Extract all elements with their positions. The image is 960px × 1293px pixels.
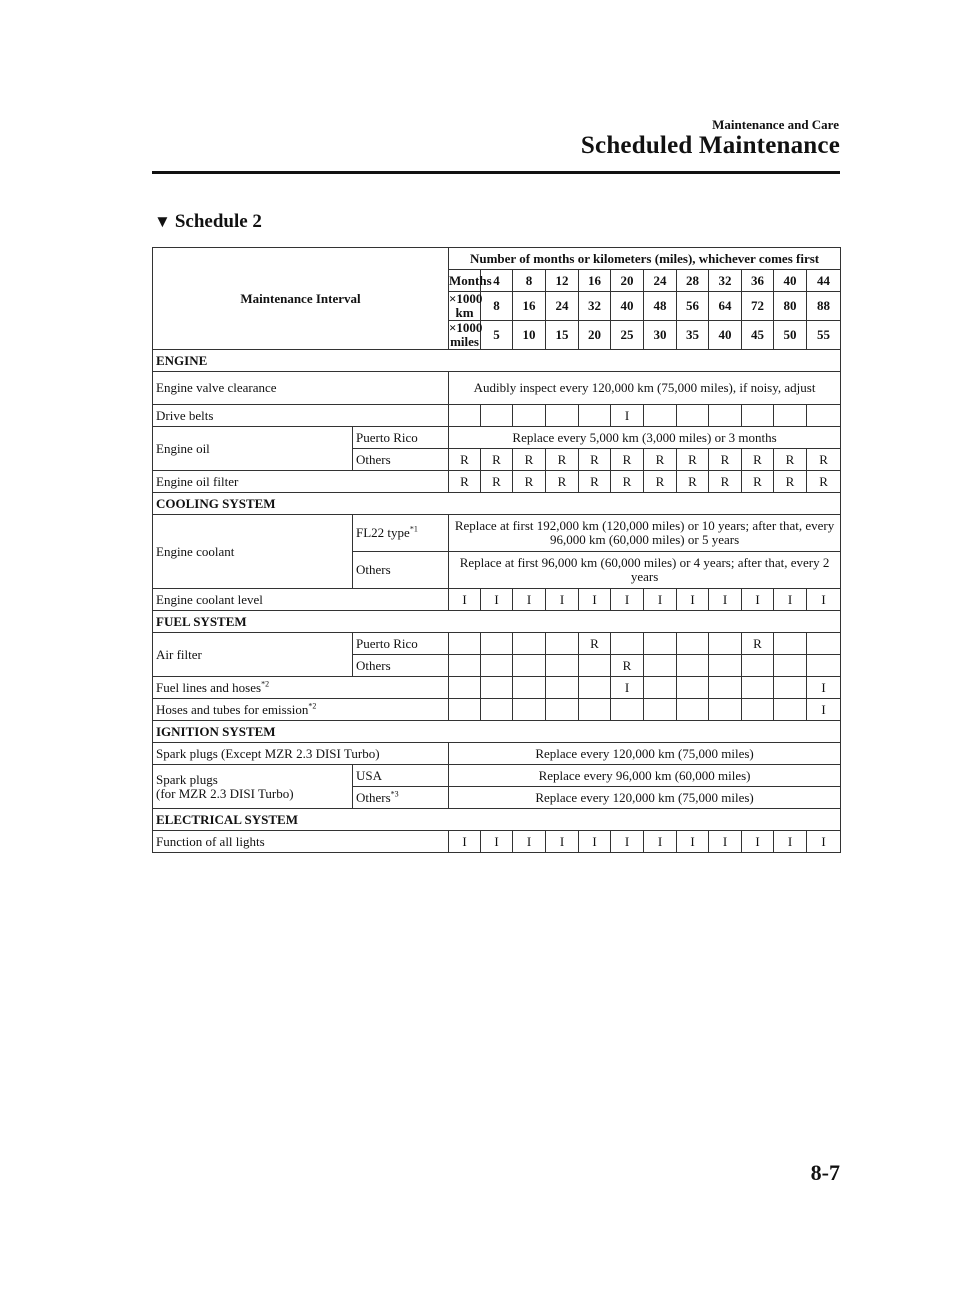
schedule-cell	[513, 699, 546, 721]
months-cell: 12	[546, 270, 579, 292]
row-label-coolant: Engine coolant	[153, 515, 353, 589]
header-section: Maintenance and Care	[712, 117, 839, 132]
section-cooling: COOLING SYSTEM	[153, 493, 841, 515]
schedule-cell: R	[807, 449, 841, 471]
schedule-cell	[677, 633, 709, 655]
km-cell: 88	[807, 292, 841, 321]
months-cell: 28	[677, 270, 709, 292]
schedule-cell	[481, 655, 513, 677]
schedule-cell	[579, 677, 611, 699]
schedule-cell	[709, 677, 742, 699]
table-row	[153, 765, 841, 787]
schedule-cell: I	[449, 831, 481, 853]
schedule-heading	[154, 211, 262, 233]
maintenance-table	[152, 247, 841, 853]
schedule-cell	[774, 405, 807, 427]
schedule-cell	[449, 699, 481, 721]
schedule-cell: I	[611, 677, 644, 699]
miles-cell: 35	[677, 321, 709, 350]
schedule-cell	[546, 405, 579, 427]
table-row	[153, 589, 841, 611]
section-ignition: IGNITION SYSTEM	[153, 721, 841, 743]
schedule-cell	[709, 405, 742, 427]
schedule-cell: R	[449, 471, 481, 493]
km-cell: 72	[742, 292, 774, 321]
months-label: Months	[449, 270, 481, 292]
usa-text: Replace every 96,000 km (60,000 miles)	[449, 765, 841, 787]
table-row	[153, 248, 841, 270]
schedule-cell	[677, 677, 709, 699]
schedule-cell: I	[677, 589, 709, 611]
schedule-cell	[709, 633, 742, 655]
schedule-cell: R	[742, 449, 774, 471]
schedule-cell	[513, 633, 546, 655]
table-row	[153, 699, 841, 721]
schedule-cell: I	[611, 589, 644, 611]
schedule-cell: I	[807, 677, 841, 699]
miles-label: ×1000 miles	[449, 320, 483, 349]
schedule-cell: R	[579, 633, 611, 655]
schedule-cell: R	[611, 449, 644, 471]
schedule-cell	[677, 699, 709, 721]
coolant-others-label: Others	[353, 552, 449, 589]
months-cell: 44	[807, 270, 841, 292]
schedule-cell: I	[481, 831, 513, 853]
miles-cell: 55	[807, 321, 841, 350]
oil-pr-text: Replace every 5,000 km (3,000 miles) or 3 months	[449, 427, 841, 449]
triangle-down-icon: ▼	[154, 212, 171, 231]
schedule-cell: R	[579, 449, 611, 471]
schedule-cell	[481, 699, 513, 721]
miles-cell: 45	[742, 321, 774, 350]
schedule-cell	[546, 677, 579, 699]
schedule-cell	[481, 405, 513, 427]
schedule-cell: I	[611, 831, 644, 853]
schedule-cell: I	[513, 831, 546, 853]
table-row	[153, 831, 841, 853]
valve-text: Audibly inspect every 120,000 km (75,000 miles), if noisy, adjust	[449, 372, 841, 405]
fl22-label: FL22 type$^{*1}$	[353, 515, 449, 552]
table-row	[153, 515, 841, 552]
footnote-ref: *1	[409, 524, 418, 534]
air-pr-label: Puerto Rico	[353, 633, 449, 655]
section-row	[153, 809, 841, 831]
km-cell: 24	[546, 292, 579, 321]
schedule-cell: I	[774, 831, 807, 853]
schedule-cell: R	[709, 471, 742, 493]
schedule-cell	[742, 655, 774, 677]
row-label-spark-except: Spark plugs (Except MZR 2.3 DISI Turbo)	[153, 743, 449, 765]
schedule-cell: I	[709, 831, 742, 853]
months-cell: 16	[579, 270, 611, 292]
table-row	[153, 471, 841, 493]
table-row	[153, 633, 841, 655]
schedule-cell	[449, 655, 481, 677]
schedule-cell	[449, 633, 481, 655]
table-row	[153, 677, 841, 699]
miles-cell: 25	[611, 321, 644, 350]
footnote-ref: *2	[261, 679, 270, 689]
km-cell: 8	[481, 292, 513, 321]
km-cell: 40	[611, 292, 644, 321]
miles-cell: 30	[644, 321, 677, 350]
footnote-ref: *2	[308, 701, 317, 711]
schedule-cell: R	[481, 471, 513, 493]
km-label: ×1000 km	[449, 291, 483, 320]
months-cell: 32	[709, 270, 742, 292]
footnote-ref: *3	[390, 789, 399, 799]
schedule-cell: I	[449, 589, 481, 611]
schedule-cell: I	[807, 699, 841, 721]
schedule-cell: I	[644, 589, 677, 611]
schedule-cell	[513, 405, 546, 427]
table-row	[153, 427, 841, 449]
schedule-cell	[644, 677, 677, 699]
schedule-cell	[774, 655, 807, 677]
schedule-cell: R	[513, 471, 546, 493]
schedule-cell	[513, 655, 546, 677]
air-others-label: Others	[353, 655, 449, 677]
table-row	[153, 743, 841, 765]
schedule-cell	[807, 405, 841, 427]
schedule-cell	[546, 699, 579, 721]
schedule-cell: R	[579, 471, 611, 493]
page-title: Scheduled Maintenance	[580, 132, 840, 159]
schedule-cell: R	[644, 449, 677, 471]
schedule-cell: R	[546, 471, 579, 493]
oil-pr-label: Puerto Rico	[353, 427, 449, 449]
schedule-cell	[481, 633, 513, 655]
schedule-cell: R	[742, 633, 774, 655]
row-label-filter: Engine oil filter	[153, 471, 449, 493]
schedule-cell: I	[774, 589, 807, 611]
table-row	[153, 405, 841, 427]
schedule-cell: R	[774, 449, 807, 471]
months-cell: 4	[481, 270, 513, 292]
schedule-cell: I	[546, 831, 579, 853]
schedule-cell: I	[807, 589, 841, 611]
schedule-cell	[546, 655, 579, 677]
schedule-cell: I	[742, 589, 774, 611]
schedule-cell	[807, 633, 841, 655]
schedule-cell	[774, 699, 807, 721]
header-divider	[152, 171, 840, 174]
schedule-cell	[774, 677, 807, 699]
km-cell: 32	[579, 292, 611, 321]
schedule-cell	[644, 699, 677, 721]
schedule-title: Schedule 2	[174, 211, 262, 232]
schedule-cell: R	[644, 471, 677, 493]
schedule-cell: I	[807, 831, 841, 853]
schedule-cell: R	[546, 449, 579, 471]
schedule-cell	[579, 699, 611, 721]
schedule-cell: R	[513, 449, 546, 471]
schedule-cell	[709, 655, 742, 677]
months-cell: 8	[513, 270, 546, 292]
schedule-cell: R	[611, 471, 644, 493]
schedule-cell	[611, 699, 644, 721]
section-engine: ENGINE	[153, 350, 841, 372]
row-label-lights: Function of all lights	[153, 831, 449, 853]
section-row	[153, 493, 841, 515]
schedule-cell: I	[513, 589, 546, 611]
schedule-cell: I	[709, 589, 742, 611]
page-number: 8-7	[810, 1160, 840, 1185]
km-cell: 64	[709, 292, 742, 321]
section-fuel: FUEL SYSTEM	[153, 611, 841, 633]
spark-others-label: Others$^{*3}$	[353, 787, 449, 809]
schedule-cell: R	[709, 449, 742, 471]
miles-cell: 5	[481, 321, 513, 350]
schedule-cell: I	[611, 405, 644, 427]
schedule-cell: I	[546, 589, 579, 611]
schedule-cell	[774, 633, 807, 655]
schedule-cell: R	[774, 471, 807, 493]
section-row	[153, 350, 841, 372]
months-cell: 40	[774, 270, 807, 292]
section-row	[153, 611, 841, 633]
miles-cell: 20	[579, 321, 611, 350]
schedule-cell: R	[481, 449, 513, 471]
schedule-cell	[742, 699, 774, 721]
row-label-spark-turbo: Spark plugs (for MZR 2.3 DISI Turbo)	[153, 765, 353, 809]
spark-except-text: Replace every 120,000 km (75,000 miles)	[449, 743, 841, 765]
miles-cell: 10	[513, 321, 546, 350]
usa-label: USA	[353, 765, 449, 787]
schedule-cell	[644, 405, 677, 427]
schedule-cell	[481, 677, 513, 699]
miles-cell: 15	[546, 321, 579, 350]
miles-cell: 40	[709, 321, 742, 350]
oil-others-label: Others	[353, 449, 449, 471]
schedule-cell	[644, 655, 677, 677]
schedule-cell	[579, 405, 611, 427]
schedule-cell: R	[742, 471, 774, 493]
months-cell: 36	[742, 270, 774, 292]
schedule-cell	[677, 655, 709, 677]
months-cell: 20	[611, 270, 644, 292]
schedule-cell	[644, 633, 677, 655]
row-label-level: Engine coolant level	[153, 589, 449, 611]
row-label-oil: Engine oil	[153, 427, 353, 471]
schedule-cell	[449, 677, 481, 699]
whichever-header: Number of months or kilometers (miles), whichever comes first	[449, 248, 841, 270]
row-label-lines: Fuel lines and hoses$^{*2}$	[153, 677, 449, 699]
coolant-others-text: Replace at first 96,000 km (60,000 miles) or 4 years; after that, every 2 years	[449, 552, 841, 589]
miles-cell: 50	[774, 321, 807, 350]
schedule-cell: R	[611, 655, 644, 677]
km-cell: 16	[513, 292, 546, 321]
section-electrical: ELECTRICAL SYSTEM	[153, 809, 841, 831]
km-cell: 48	[644, 292, 677, 321]
schedule-cell: I	[742, 831, 774, 853]
section-row	[153, 721, 841, 743]
spark-others-text: Replace every 120,000 km (75,000 miles)	[449, 787, 841, 809]
schedule-cell: I	[644, 831, 677, 853]
schedule-cell	[546, 633, 579, 655]
row-label-valve: Engine valve clearance	[153, 372, 449, 405]
schedule-cell: R	[677, 471, 709, 493]
schedule-cell: I	[579, 831, 611, 853]
km-cell: 56	[677, 292, 709, 321]
schedule-cell: I	[579, 589, 611, 611]
schedule-cell: I	[481, 589, 513, 611]
schedule-cell	[449, 405, 481, 427]
schedule-cell	[807, 655, 841, 677]
row-label-air: Air filter	[153, 633, 353, 677]
km-cell: 80	[774, 292, 807, 321]
schedule-cell	[611, 633, 644, 655]
schedule-cell	[579, 655, 611, 677]
schedule-cell: R	[677, 449, 709, 471]
schedule-cell	[677, 405, 709, 427]
row-label-emission: Hoses and tubes for emission$^{*2}$	[153, 699, 449, 721]
schedule-cell: I	[677, 831, 709, 853]
schedule-cell	[513, 677, 546, 699]
schedule-cell: R	[807, 471, 841, 493]
fl22-text: Replace at first 192,000 km (120,000 miles) or 10 years; after that, every 96,000 km (60,000 miles) or 5 years	[449, 515, 841, 552]
schedule-cell	[742, 677, 774, 699]
schedule-cell	[742, 405, 774, 427]
schedule-cell	[709, 699, 742, 721]
months-cell: 24	[644, 270, 677, 292]
schedule-cell: R	[449, 449, 481, 471]
interval-header: Maintenance Interval	[153, 248, 449, 350]
table-row	[153, 372, 841, 405]
row-label-belts: Drive belts	[153, 405, 449, 427]
